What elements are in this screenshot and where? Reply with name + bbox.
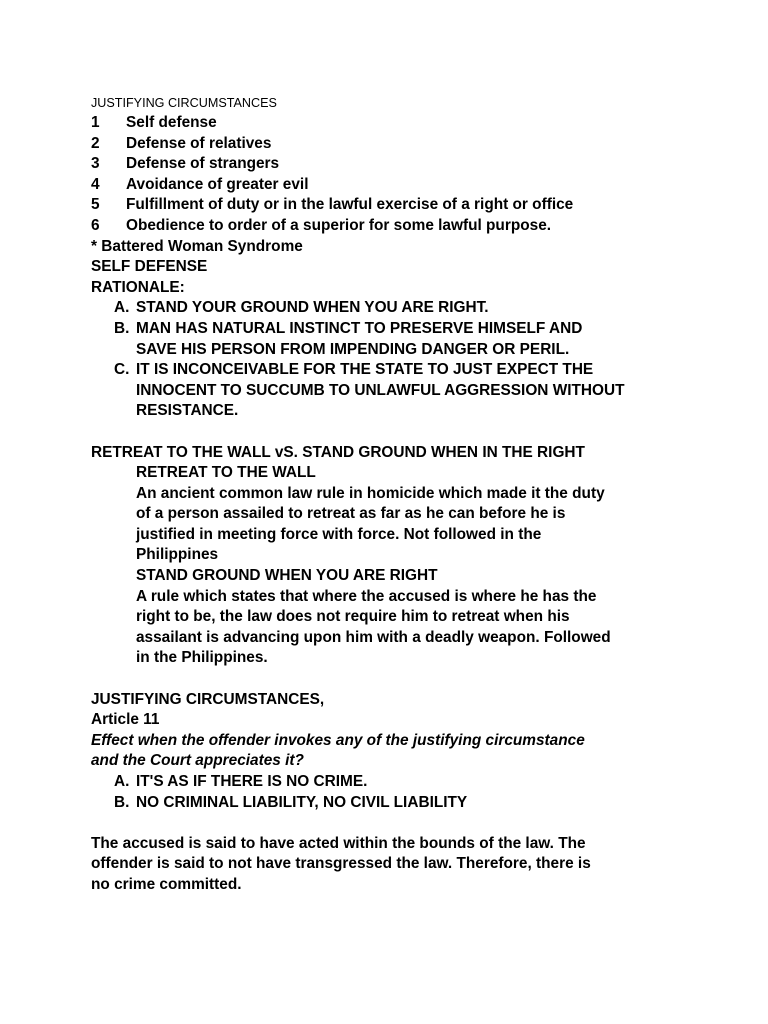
battered-note: * Battered Woman Syndrome (91, 237, 303, 255)
list-item (91, 154, 691, 175)
list-number: 5 (91, 196, 100, 214)
spacer (91, 813, 691, 834)
rationale-heading: RATIONALE: (91, 278, 185, 296)
effect-item-a (91, 772, 691, 793)
document-page (91, 91, 691, 896)
list-number: 2 (91, 134, 100, 152)
rationale-item-b (91, 319, 691, 340)
item-letter: B. (114, 793, 130, 811)
list-item (91, 216, 691, 237)
effect-question: Effect when the offender invokes any of the justifying circumstance (91, 731, 585, 749)
list-text: Self defense (126, 114, 217, 131)
stand-description: right to be, the law does not require him to retreat when his (136, 608, 570, 626)
list-item (91, 195, 691, 216)
retreat-subheading: RETREAT TO THE WALL (136, 464, 316, 482)
self-defense-heading: SELF DEFENSE (91, 258, 208, 276)
item-text-continued: RESISTANCE. (136, 402, 239, 420)
list-text: Avoidance of greater evil (126, 175, 309, 193)
retreat-description: of a person assailed to retreat as far as he can before he is (136, 505, 566, 523)
document-title: JUSTIFYING CIRCUMSTANCES (91, 96, 277, 110)
stand-subheading: STAND GROUND WHEN YOU ARE RIGHT (136, 567, 438, 585)
spacer (91, 669, 691, 690)
retreat-description: justified in meeting force with force. Not followed in the (136, 525, 542, 543)
effect-item-b (91, 793, 691, 814)
effect-question: and the Court appreciates it? (91, 752, 304, 770)
item-letter: B. (114, 319, 130, 337)
item-text: IT IS INCONCEIVABLE FOR THE STATE TO JUST EXPECT THE (136, 361, 594, 379)
item-text: MAN HAS NATURAL INSTINCT TO PRESERVE HIMSELF AND (136, 319, 583, 337)
list-item (91, 113, 691, 134)
list-text: Defense of strangers (126, 155, 280, 173)
list-number: 3 (91, 155, 100, 173)
list-text: Defense of relatives (126, 134, 272, 152)
item-letter: A. (114, 299, 130, 317)
retreat-description: An ancient common law rule in homicide which made it the duty (136, 484, 605, 502)
list-text: Fulfillment of duty or in the lawful exercise of a right or office (126, 196, 574, 214)
list-item (91, 134, 691, 155)
conclusion-paragraph: no crime committed. (91, 875, 242, 893)
item-text-continued: INNOCENT TO SUCCUMB TO UNLAWFUL AGGRESSION WITHOUT (136, 381, 625, 399)
list-number: 4 (91, 175, 100, 193)
conclusion-paragraph: offender is said to not have transgressed the law. Therefore, there is (91, 855, 591, 873)
spacer (91, 422, 691, 443)
item-text: IT'S AS IF THERE IS NO CRIME. (136, 773, 368, 790)
item-text: NO CRIMINAL LIABILITY, NO CIVIL LIABILITY (136, 793, 468, 811)
item-letter: C. (114, 361, 130, 379)
list-number: 1 (91, 114, 100, 131)
rationale-item-a (91, 298, 691, 319)
item-text-continued: SAVE HIS PERSON FROM IMPENDING DANGER OR PERIL. (136, 340, 570, 358)
list-text: Obedience to order of a superior for some lawful purpose. (126, 216, 552, 234)
stand-description: in the Philippines. (136, 649, 268, 667)
jc-heading: JUSTIFYING CIRCUMSTANCES, (91, 690, 325, 708)
rationale-item-c (91, 360, 691, 381)
retreat-description: Philippines (136, 546, 219, 564)
stand-description: assailant is advancing upon him with a deadly weapon. Followed (136, 628, 611, 646)
item-text: STAND YOUR GROUND WHEN YOU ARE RIGHT. (136, 299, 489, 317)
item-letter: A. (114, 773, 130, 790)
retreat-heading: RETREAT TO THE WALL vS. STAND GROUND WHEN IN THE RIGHT (91, 443, 585, 461)
conclusion-paragraph: The accused is said to have acted within the bounds of the law. The (91, 834, 586, 852)
stand-description: A rule which states that where the accused is where he has the (136, 587, 597, 605)
list-item (91, 175, 691, 196)
article-label: Article 11 (91, 711, 160, 729)
list-number: 6 (91, 216, 100, 234)
